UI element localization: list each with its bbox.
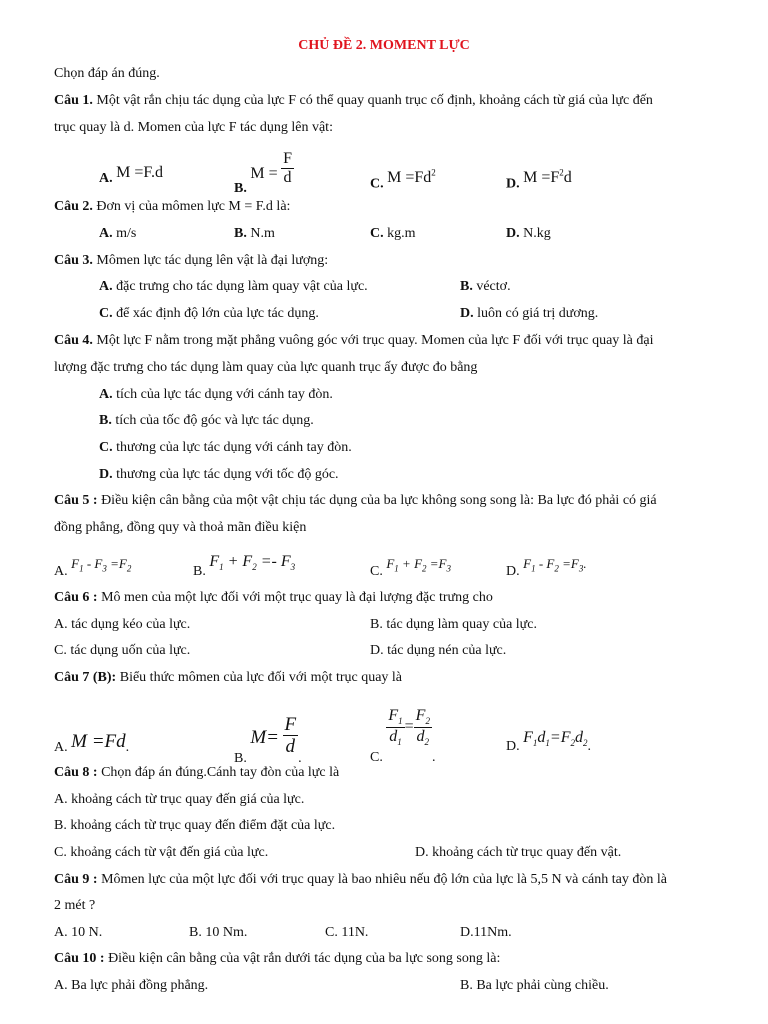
fraction-left: $\frac{F_1}{d_1}$ [388, 707, 403, 748]
q7-option-b: B. M= $\frac{F}{d}$ . [234, 714, 302, 766]
question-2 [54, 199, 290, 215]
q2-option-b: B. N.m [234, 226, 275, 241]
formula: M =F.d [116, 164, 163, 181]
question-9-line2: 2 mét ? [54, 898, 96, 913]
option-letter: B. [234, 180, 247, 196]
q4-option-d: D. thương của lực tác dụng với tốc độ góc. [99, 467, 339, 482]
q4-option-c: C. thương của lực tác dụng với cánh tay đòn. [99, 440, 352, 455]
question-5-line2: đồng phẳng, đồng quy và thoả mãn điều kiện [54, 520, 307, 535]
q9-option-c: C. 11N. [325, 925, 369, 940]
intro-text: Chọn đáp án đúng. [54, 66, 160, 81]
q6-option-d: D. tác dụng nén của lực. [370, 643, 507, 658]
q6-option-b: B. tác dụng làm quay của lực. [370, 617, 537, 632]
formula: $F_1 + F_2 =- F_3$ [209, 553, 296, 573]
q6-option-a: A. tác dụng kéo của lực. [54, 617, 191, 632]
option-letter: C. [370, 176, 384, 192]
page-title: CHỦ ĐỀ 2. MOMENT LỰC [298, 38, 470, 53]
q10-option-a: A. Ba lực phải đồng phẳng. [54, 978, 209, 993]
q5-option-c: C. $F_1 + F_2 =F_3$ [370, 556, 451, 579]
q2-option-d: D. N.kg [506, 226, 551, 241]
q1-option-a [99, 164, 163, 187]
formula: $F_1 - F_2 =F_3$. [523, 556, 587, 574]
question-4: Câu 4. Một lực F nằm trong mặt phẳng vuông góc với trục quay. Momen của lực F đối với trục quay là đại [54, 333, 654, 348]
q2-option-a: A. m/s [99, 226, 137, 241]
q1-option-b [234, 143, 294, 196]
formula: $F_1 - F_3 =F_2$ [71, 556, 132, 574]
formula: $F_1 + F_2 =F_3$ [386, 556, 451, 574]
formula-lhs: M = [250, 164, 278, 182]
fraction-right: $\frac{F_2}{d_2}$ [415, 707, 430, 748]
q3-option-c: C. để xác định độ lớn của lực tác dụng. [99, 306, 319, 321]
question-6: Câu 6 : Mô men của một lực đối với một trục quay là đại lượng đặc trưng cho [54, 590, 493, 605]
denominator: d [283, 169, 292, 186]
question-7: Câu 7 (B): Biểu thức mômen của lực đối với một trục quay là [54, 670, 403, 685]
question-1-line2: trục quay là d. Momen của lực F tác dụng lên vật: [54, 120, 333, 135]
option-letter: D. [506, 176, 520, 192]
question-5: Câu 5 : Điều kiện cân bằng của một vật chịu tác dụng của ba lực không song song là: Ba lực đó phải có giá [54, 493, 657, 508]
question-text: Một vật rắn chịu tác dụng của lực F có thể quay quanh trục cố định, khoảng cách từ giá của lực đến [92, 93, 653, 108]
q8-option-a: A. khoảng cách từ trục quay đến giá của lực. [54, 792, 305, 807]
q10-option-b: B. Ba lực phải cùng chiều. [460, 978, 609, 993]
question-3: Câu 3. Mômen lực tác dụng lên vật là đại lượng: [54, 253, 329, 268]
numerator: F [283, 150, 292, 167]
q1-option-d [506, 170, 572, 192]
formula-lhs: M= [250, 726, 279, 748]
question-9: Câu 9 : Mômen lực của một lực đối với trục quay là bao nhiêu nếu độ lớn của lực là 5,5 N và cánh tay đòn là [54, 872, 667, 887]
q8-option-c: C. khoảng cách từ vật đến giá của lực. [54, 845, 269, 860]
q5-option-d: D. $F_1 - F_2 =F_3$. [506, 556, 587, 579]
q3-option-a: A. đặc trưng cho tác dụng làm quay vật của lực. [99, 279, 368, 294]
q1-option-c [370, 170, 436, 192]
question-text: Đơn vị của mômen lực M = F.d là: [92, 199, 291, 214]
q7-option-c: C. $\frac{F_1}{d_1}$ = $\frac{F_2}{d_2}$ . [370, 707, 436, 765]
option-letter: A. [99, 171, 113, 186]
q3-option-d: D. luôn có giá trị dương. [460, 306, 599, 321]
q4-option-a: A. tích của lực tác dụng với cánh tay đòn. [99, 387, 333, 402]
formula: $F_1d_1=F_2d_2$ [523, 729, 588, 749]
q8-option-d: D. khoảng cách từ trục quay đến vật. [415, 845, 622, 860]
q9-option-a: A. 10 N. [54, 925, 103, 940]
q8-option-b: B. khoảng cách từ trục quay đến điểm đặt của lực. [54, 818, 336, 833]
question-label: Câu 2. [54, 199, 93, 214]
question-4-line2: lượng đặc trưng cho tác dụng làm quay của lực quanh trục ấy được đo bằng [54, 360, 478, 375]
fraction [281, 151, 294, 186]
q4-option-b: B. tích của tốc độ góc và lực tác dụng. [99, 413, 314, 428]
formula: M =Fd [71, 731, 126, 752]
fraction: $\frac{F}{d}$ [284, 714, 297, 757]
formula: $M =F^2d$ [523, 168, 572, 187]
q7-option-d: D. $F_1d_1=F_2d_2$. [506, 729, 591, 754]
question-10: Câu 10 : Điều kiện cân bằng của vật rắn dưới tác dụng của ba lực song song là: [54, 951, 501, 966]
question-label: Câu 1. [54, 93, 93, 108]
q2-option-c: C. kg.m [370, 226, 416, 241]
q9-option-b: B. 10 Nm. [189, 925, 248, 940]
formula: $M =Fd^2$ [387, 168, 436, 187]
q7-option-a: A. M =Fd. [54, 731, 130, 755]
q6-option-c: C. tác dụng uốn của lực. [54, 643, 191, 658]
question-8: Câu 8 : Chọn đáp án đúng.Cánh tay đòn của lực là [54, 765, 340, 780]
q9-option-d: D.11Nm. [460, 925, 512, 940]
question-1 [54, 93, 653, 109]
q5-option-b: B. $F_1 + F_2 =- F_3$ [193, 553, 296, 579]
q5-option-a: A. $F_1 - F_3 =F_2$ [54, 556, 132, 579]
q3-option-b: B. véctơ. [460, 279, 511, 294]
